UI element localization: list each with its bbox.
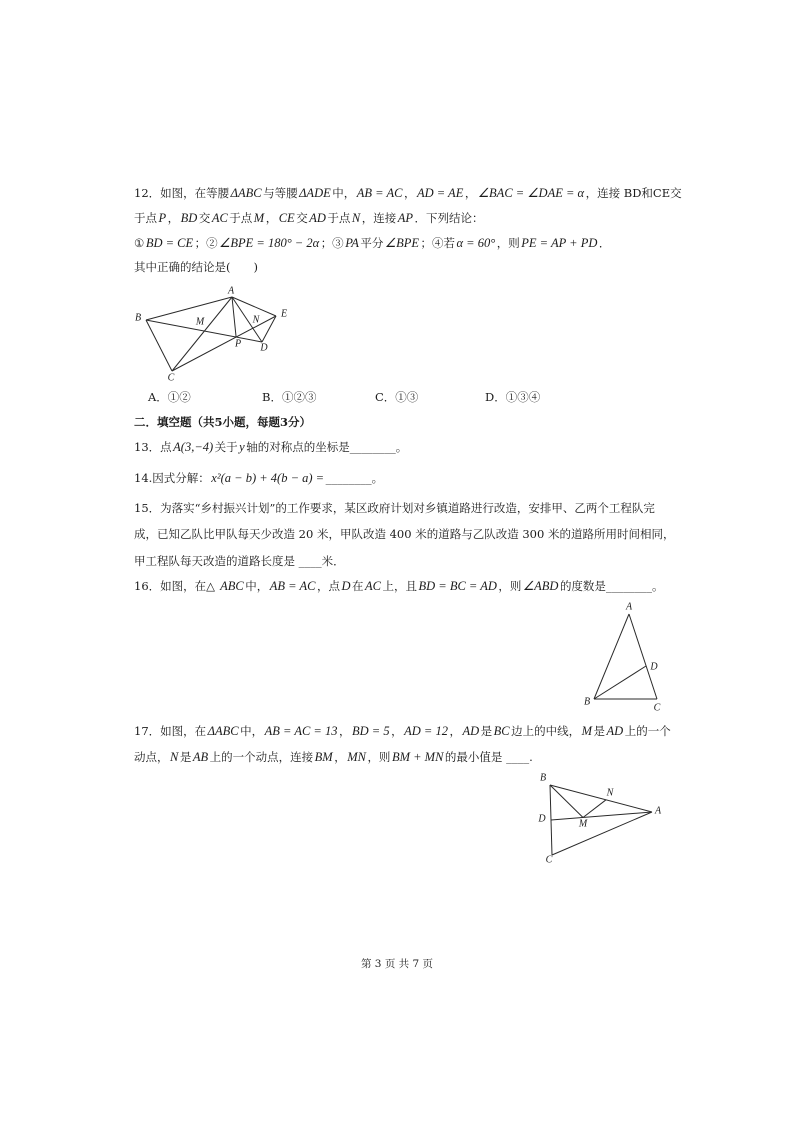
text-run: ，: [334, 750, 346, 764]
math-expression: AD = AE: [416, 186, 464, 200]
q15-line-1: [134, 500, 655, 516]
math-expression: AC: [364, 579, 381, 593]
text-run: 交: [296, 211, 308, 225]
point-label-M: M: [195, 316, 205, 328]
section-2-title: 二．填空题（共5小题，每题3分）: [134, 415, 312, 429]
math-expression: BD = 5: [351, 724, 390, 738]
math-expression: AB = AC: [356, 186, 403, 200]
text-run: 。: [371, 471, 384, 485]
math-expression: AB: [192, 750, 209, 764]
q17-line-2: [134, 749, 533, 765]
q12-conclusions-line: [134, 235, 610, 251]
text-run: 是: [593, 724, 606, 738]
text-run: ，: [167, 211, 180, 225]
text-run: 中，: [240, 724, 264, 738]
math-expression: AB = AC = 13: [264, 724, 338, 738]
math-expression: M: [253, 211, 265, 225]
text-run: 成，已知乙队比甲队每天少改造 20 米，甲队改造 400 米的道路与乙队改造 300 米的道路所用时间相同，: [134, 527, 675, 541]
q12-option-d: D．①③④: [485, 390, 541, 404]
text-run: 平分: [360, 236, 384, 250]
text-run: 。: [651, 579, 664, 593]
point-label-B: B: [583, 696, 591, 708]
segment-AB: [594, 614, 629, 699]
page-number-footer: 第 3 页 共 7 页: [360, 958, 434, 970]
math-expression: AD: [606, 724, 624, 738]
segment-MN: [583, 800, 606, 818]
point-label-D: D: [538, 813, 546, 825]
point-label-C: C: [167, 372, 175, 384]
point-label-C: C: [545, 854, 553, 866]
q17-figure: [530, 768, 670, 868]
point-label-D: D: [650, 661, 658, 673]
math-expression: AC: [211, 211, 228, 225]
text-run: 在: [351, 579, 364, 593]
math-expression: PE = AP + PD: [521, 236, 598, 250]
text-run: ，则: [496, 236, 520, 250]
text-run: 。: [395, 440, 408, 454]
text-run: ，则: [498, 579, 522, 593]
q12-option-b: B．①②③: [262, 390, 317, 404]
q16-line: [134, 578, 663, 594]
math-expression: ΔABC: [207, 724, 239, 738]
math-expression: ΔABC: [230, 186, 262, 200]
text-run: 上，且: [382, 579, 417, 593]
math-expression: BM + MN: [391, 750, 444, 764]
point-label-D: D: [260, 342, 268, 354]
text-run: ；③: [320, 236, 344, 250]
point-label-M: M: [578, 818, 588, 830]
math-expression: BD = BC = AD: [418, 579, 497, 593]
text-run: ，: [449, 724, 461, 738]
text-run: ，连接 BD和CE交: [585, 186, 682, 200]
text-run: 17．如图，在: [134, 724, 207, 738]
text-run: 边上的中线，: [511, 724, 581, 738]
text-run: ，: [403, 186, 416, 200]
math-expression: P: [158, 211, 167, 225]
segment-AB: [550, 785, 652, 812]
text-run: 轴的对称点的坐标是: [246, 440, 350, 454]
text-run: ，: [391, 724, 403, 738]
text-run: ．下列结论：: [414, 211, 484, 225]
q14-line: [134, 470, 383, 486]
text-run: 是: [179, 750, 192, 764]
text-run: 与等腰: [263, 186, 298, 200]
text-run: ，则: [367, 750, 391, 764]
math-expression: x²(a − b) + 4(b − a) =: [211, 471, 325, 485]
text-run: ①: [134, 236, 145, 250]
text-run: ________: [325, 471, 372, 485]
text-run: 上的一个动点，连接: [209, 750, 314, 764]
math-expression: AB = AC: [269, 579, 316, 593]
q13-line: [134, 439, 407, 455]
text-run: 的度数是: [559, 579, 606, 593]
math-expression: AP: [397, 211, 413, 225]
math-expression: α = 60°: [456, 236, 496, 250]
text-run: ．: [598, 236, 611, 250]
point-label-A: A: [625, 601, 633, 613]
text-run: 上的一个: [624, 724, 671, 738]
math-expression: BC: [493, 724, 510, 738]
segment-BC: [146, 320, 172, 371]
math-expression: ΔADE: [299, 186, 331, 200]
math-expression: y: [239, 440, 245, 454]
text-run: ，: [338, 724, 351, 738]
text-run: 动点，: [134, 750, 169, 764]
point-label-P: P: [234, 338, 242, 350]
math-expression: CE: [278, 211, 295, 225]
text-run: 其中正确的结论是( ): [134, 260, 258, 274]
point-label-N: N: [606, 787, 614, 799]
text-run: ________: [349, 440, 396, 454]
math-expression: MN: [347, 750, 366, 764]
segment-AB: [146, 297, 232, 320]
text-run: 于点: [229, 211, 253, 225]
text-run: 于点: [134, 211, 157, 225]
q17-line-1: [134, 723, 671, 739]
text-run: 的最小值是: [444, 750, 507, 764]
math-expression: D: [341, 579, 351, 593]
point-label-B: B: [134, 312, 142, 324]
point-label-B: B: [539, 772, 547, 784]
point-label-C: C: [653, 702, 661, 714]
text-run: ____: [506, 750, 530, 764]
math-expression: BD = CE: [145, 236, 194, 250]
q12-option-c: C．①③: [375, 390, 419, 404]
text-run: 关于: [214, 440, 238, 454]
text-run: ，: [464, 186, 477, 200]
math-expression: AD = 12: [404, 724, 448, 738]
text-run: 中，: [245, 579, 269, 593]
text-run: 于点: [327, 211, 351, 225]
text-run: 16．如图，在△: [134, 579, 219, 593]
text-run: .: [529, 750, 533, 764]
math-expression: AD: [309, 211, 326, 225]
q12-option-a: A．①②: [148, 390, 191, 404]
math-expression: ∠ABD: [522, 579, 559, 593]
q12-prompt-line: [134, 259, 258, 275]
text-run: 是: [480, 724, 493, 738]
math-expression: M: [581, 724, 593, 738]
math-expression: AD: [462, 724, 480, 738]
text-run: 甲工程队每天改造的道路长度是 ____米．: [134, 554, 345, 568]
math-expression: N: [170, 750, 179, 764]
point-label-A: A: [227, 285, 235, 297]
segment-AC: [172, 297, 232, 371]
math-expression: ∠BAC = ∠DAE = α: [477, 186, 585, 200]
segment-BD: [594, 666, 646, 699]
text-run: 中，: [332, 186, 356, 200]
math-expression: ∠BPE: [384, 236, 419, 250]
text-run: 15．为落实“乡村振兴计划”的工作要求，某区政府计划对乡镇道路进行改造，安排甲、乙两个工程队完: [134, 501, 655, 515]
math-expression: BD: [180, 211, 198, 225]
q12-figure: [126, 282, 296, 386]
segment-AC: [629, 614, 657, 699]
text-run: 交: [198, 211, 211, 225]
text-run: 14.因式分解：: [134, 471, 210, 485]
text-run: 13．点: [134, 440, 172, 454]
math-expression: A(3,−4): [173, 440, 214, 454]
q12-stem-line-1: [134, 185, 682, 201]
text-run: ；②: [194, 236, 218, 250]
text-run: ，: [265, 211, 278, 225]
point-label-E: E: [280, 308, 288, 320]
text-run: 12．如图，在等腰: [134, 186, 230, 200]
q15-line-2: [134, 526, 674, 542]
math-expression: N: [351, 211, 361, 225]
q15-line-3: [134, 553, 345, 569]
point-label-N: N: [252, 314, 260, 326]
q12-stem-line-2: [134, 210, 484, 226]
text-run: ；④若: [420, 236, 455, 250]
math-expression: PA: [345, 236, 359, 250]
math-expression: BM: [314, 750, 333, 764]
point-label-A: A: [654, 805, 662, 817]
text-run: ，连接: [361, 211, 397, 225]
q16-figure: [580, 600, 670, 715]
text-run: ，点: [316, 579, 340, 593]
math-expression: ∠BPE = 180° − 2α: [219, 236, 320, 250]
text-run: ________: [605, 579, 652, 593]
math-expression: ABC: [220, 579, 244, 593]
